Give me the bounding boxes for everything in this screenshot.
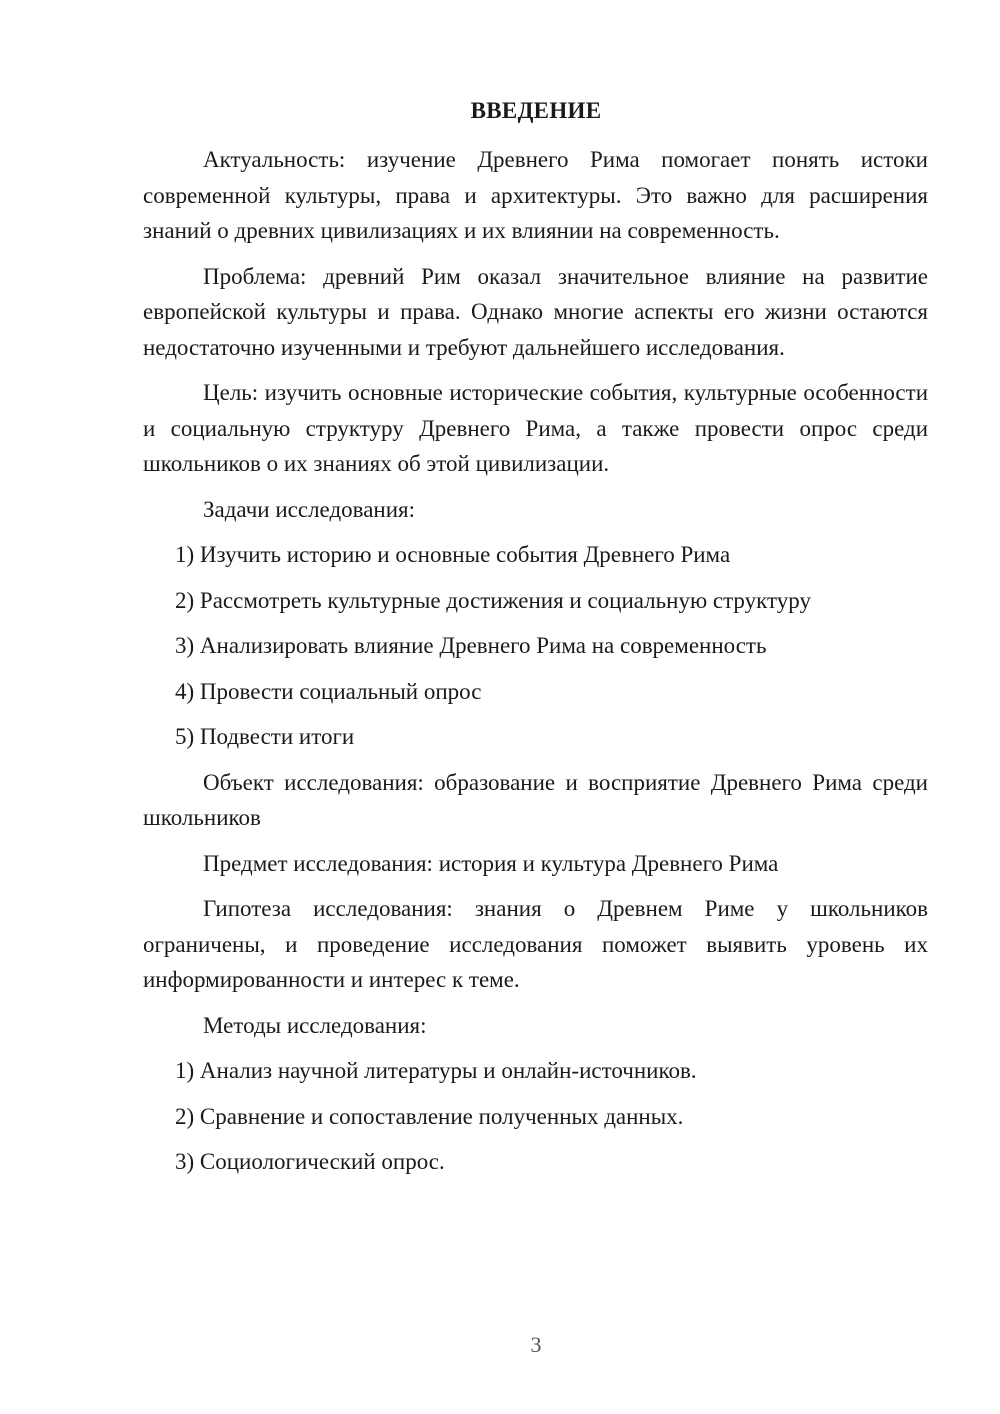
tasks-heading: Задачи исследования: [203, 496, 416, 522]
hypothesis-paragraph: Гипотеза исследования: знания о Древнем Риме у школьников ограничены, и проведение исследования поможет выявить уровень их информированности и интерес к теме. [143, 896, 928, 992]
methods-list [143, 1053, 928, 1180]
page-number: 3 [530, 1332, 542, 1357]
list-item: 3) Анализировать влияние Древнего Рима на современность [175, 633, 767, 658]
document-body [143, 142, 928, 1190]
methods-heading: Методы исследования: [203, 1012, 427, 1038]
subject-paragraph: Предмет исследования: история и культура Древнего Рима [203, 850, 779, 876]
list-item: 1) Изучить историю и основные события Древнего Рима [175, 542, 731, 567]
list-item: 4) Провести социальный опрос [175, 678, 482, 704]
problem-paragraph: Проблема: древний Рим оказал значительное влияние на развитие европейской культуры и права. Однако многие аспекты его жизни остаются недостаточно изученными и требуют дальнейшего исследования. [143, 263, 928, 360]
relevance-paragraph: Актуальность: изучение Древнего Рима помогает понять истоки современной культуры, права и архитектуры. Это важно для расширения знаний о древних цивилизациях и их влиянии на современность. [143, 147, 928, 243]
list-item: 3) Социологический опрос. [175, 1149, 445, 1174]
list-item: 2) Рассмотреть культурные достижения и социальную структуру [175, 587, 811, 613]
goal-paragraph: Цель: изучить основные исторические события, культурные особенности и социальную структуру Древнего Рима, а также провести опрос среди школьников о их знаниях об этой цивилизации. [143, 380, 928, 476]
page-title: ВВЕДЕНИЕ [470, 98, 602, 123]
list-item: 2) Сравнение и сопоставление полученных данных. [175, 1103, 684, 1129]
object-paragraph: Объект исследования: образование и восприятие Древнего Рима среди школьников [143, 769, 928, 830]
list-item: 5) Подвести итоги [175, 724, 355, 749]
tasks-list [143, 537, 928, 755]
list-item: 1) Анализ научной литературы и онлайн-источников. [175, 1058, 697, 1083]
